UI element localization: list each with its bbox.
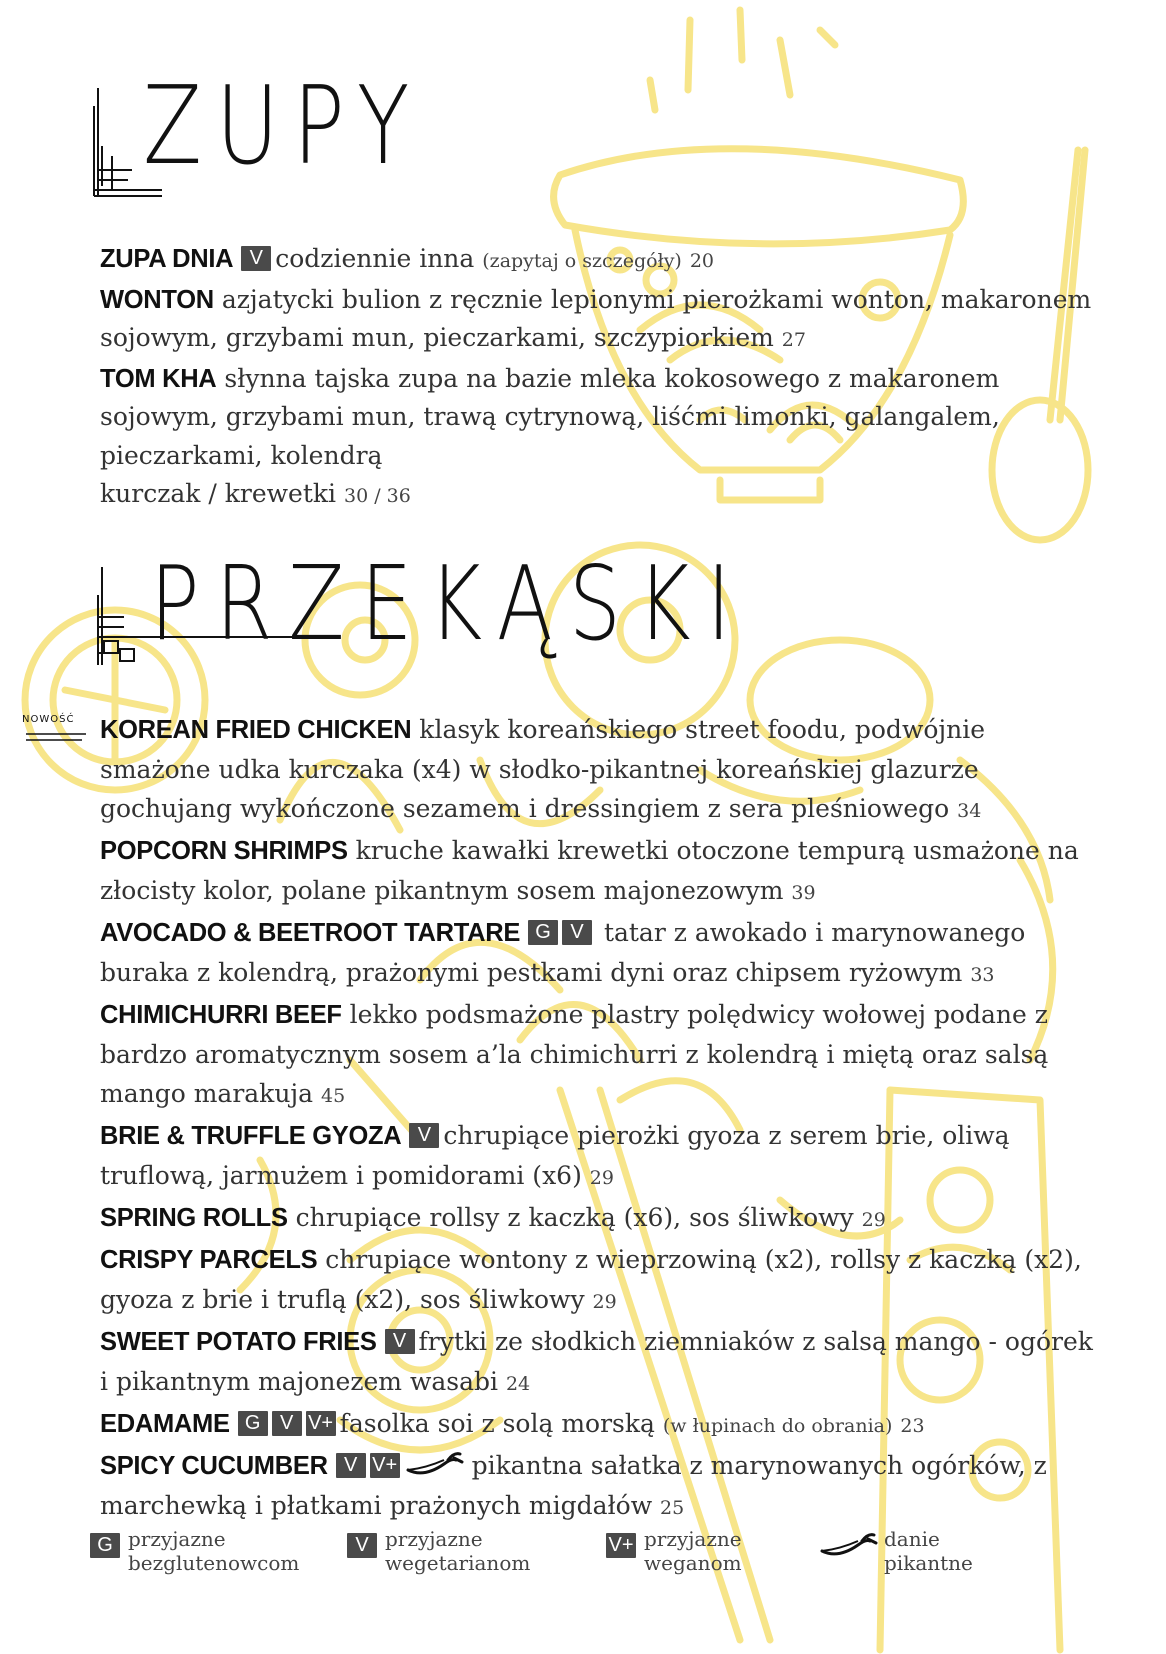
item-name: CRISPY PARCELS [100,1246,318,1274]
menu-item-crispy-parcels [100,1240,1100,1322]
legend-vegan [606,1527,742,1575]
vegan-badge: V+ [606,1533,636,1558]
menu-item-tom-kha-options [100,475,1100,516]
new-label-underline [24,730,88,744]
vegetarian-badge: V [336,1453,366,1478]
item-name: TOM KHA [100,364,217,393]
item-price: 34 [957,800,982,822]
item-price: 29 [589,1167,614,1189]
appetizers-section-title: PRZEKĄSKI [150,545,747,664]
soups-section-title: ZUPY [143,64,424,189]
item-note: (zapytaj o szczegóły) [482,250,682,272]
item-name: ZUPA DNIA [100,245,234,273]
item-description: tatar z awokado i marynowanego buraka z kolendrą, prażonymi pestkami dyni oraz chipsem ryżowym [100,918,1026,987]
vegetarian-badge: V [241,246,271,271]
gluten-free-badge: G [238,1411,268,1436]
menu-item-tom-kha [100,360,1100,476]
item-price: 30 / 36 [343,485,411,507]
item-name: POPCORN SHRIMPS [100,837,348,865]
menu-item-popcorn-shrimps [100,831,1100,913]
legend-gluten-free [90,1527,299,1575]
item-name: WONTON [100,285,214,314]
menu-item-spring-rolls [100,1198,1100,1240]
item-description: chrupiące wontony z wieprzowiną (x2), rollsy z kaczką (x2), gyoza z brie i truflą (x2), sos śliwkowy [100,1245,1082,1314]
legend-spicy [818,1527,973,1575]
vegetarian-badge: V [347,1533,377,1558]
legend-text: pikantne [884,1551,973,1575]
legend-vegetarian [347,1527,530,1575]
item-price: 45 [321,1085,346,1107]
item-name: BRIE & TRUFFLE GYOZA [100,1122,402,1150]
item-price: 29 [592,1291,617,1313]
vegan-badge: V+ [370,1453,400,1478]
menu-item-zupa-dnia [100,240,1100,281]
item-description: lekko podsmażone plastry polędwicy wołowej podane z bardzo aromatycznym sosem a’la chimichurri z kolendrą i miętą oraz salsą mango marakuja [100,1000,1049,1108]
legend-text: bezglutenowcom [128,1551,300,1575]
legend-text: danie [884,1527,940,1551]
vegetarian-badge: V [272,1411,302,1436]
menu-item-avocado-beetroot-tartare [100,913,1100,995]
item-price: 20 [689,250,714,272]
legend-text: weganom [644,1551,742,1575]
item-description: chrupiące rollsy z kaczką (x6), sos śliwkowy [295,1203,854,1232]
item-name: CHIMICHURRI BEEF [100,1001,342,1029]
menu-item-korean-fried-chicken [100,710,1100,831]
item-description: chrupiące pierożki gyoza z serem brie, oliwą truflową, jarmużem i pomidorami (x6) [100,1121,1010,1190]
item-name: KOREAN FRIED CHICKEN [100,716,412,744]
legend-text: przyjazne [644,1527,742,1551]
item-description: słynna tajska zupa na bazie mleka kokosowego z makaronem sojowym, grzybami mun, trawą cytrynową, liśćmi limonki, galangalem, pieczarkami, kolendrą [100,363,1000,470]
vegetarian-badge: V [385,1329,415,1354]
new-label: NOWOŚĆ [22,714,75,725]
item-price: 27 [781,329,806,351]
vegan-badge: V+ [306,1411,336,1436]
item-description: kruche kawałki krewetki otoczone tempurą usmażone na złocisty kolor, polane pikantnym sosem majonezowym [100,836,1079,905]
item-note: (w łupinach do obrania) [662,1415,893,1437]
item-description: codziennie inna [275,244,475,273]
legend-text: przyjazne [385,1527,483,1551]
gluten-free-badge: G [528,920,558,945]
appetizers-list [100,710,1100,1528]
item-description: fasolka soi z solą morską [339,1409,655,1438]
gluten-free-badge: G [90,1533,120,1558]
vegetarian-badge: V [562,920,592,945]
legend-text: wegetarianom [385,1551,531,1575]
chili-pepper-icon [404,1450,464,1478]
item-name: SWEET POTATO FRIES [100,1328,377,1356]
menu-item-spicy-cucumber [100,1446,1100,1528]
menu-item-edamame [100,1404,1100,1446]
legend-text: przyjazne [128,1527,226,1551]
chili-pepper-icon [818,1531,878,1559]
menu-item-sweet-potato-fries [100,1322,1100,1404]
menu-item-chimichurri-beef [100,995,1100,1116]
soups-list [100,240,1100,516]
item-description: frytki ze słodkich ziemniaków z salsą mango - ogórek i pikantnym majonezem wasabi [100,1327,1093,1396]
menu-item-wonton [100,281,1100,360]
item-name: AVOCADO & BEETROOT TARTARE [100,919,521,947]
item-price: 25 [660,1497,685,1519]
item-price: 29 [861,1209,886,1231]
item-name: SPICY CUCUMBER [100,1452,328,1480]
item-description: pikantna sałatka z marynowanych ogórków, z marchewką i płatkami prażonych migdałów [100,1451,1047,1520]
item-option: kurczak / krewetki [100,479,337,508]
item-description: klasyk koreańskiego street foodu, podwójnie smażone udka kurczaka (x4) w słodko-pikantnej koreańskiej glazurze gochujang wykończone sezamem i dressingiem z sera pleśniowego [100,715,986,823]
item-price: 33 [970,964,995,986]
item-price: 39 [791,882,816,904]
item-name: EDAMAME [100,1410,230,1438]
item-price: 23 [900,1415,925,1437]
menu-item-brie-truffle-gyoza [100,1116,1100,1198]
vegetarian-badge: V [409,1123,439,1148]
item-price: 24 [505,1373,531,1395]
item-name: SPRING ROLLS [100,1204,288,1232]
item-description: azjatycki bulion z ręcznie lepionymi pierożkami wonton, makaronem sojowym, grzybami mun, pieczarkami, szczypiorkiem [100,284,1092,352]
